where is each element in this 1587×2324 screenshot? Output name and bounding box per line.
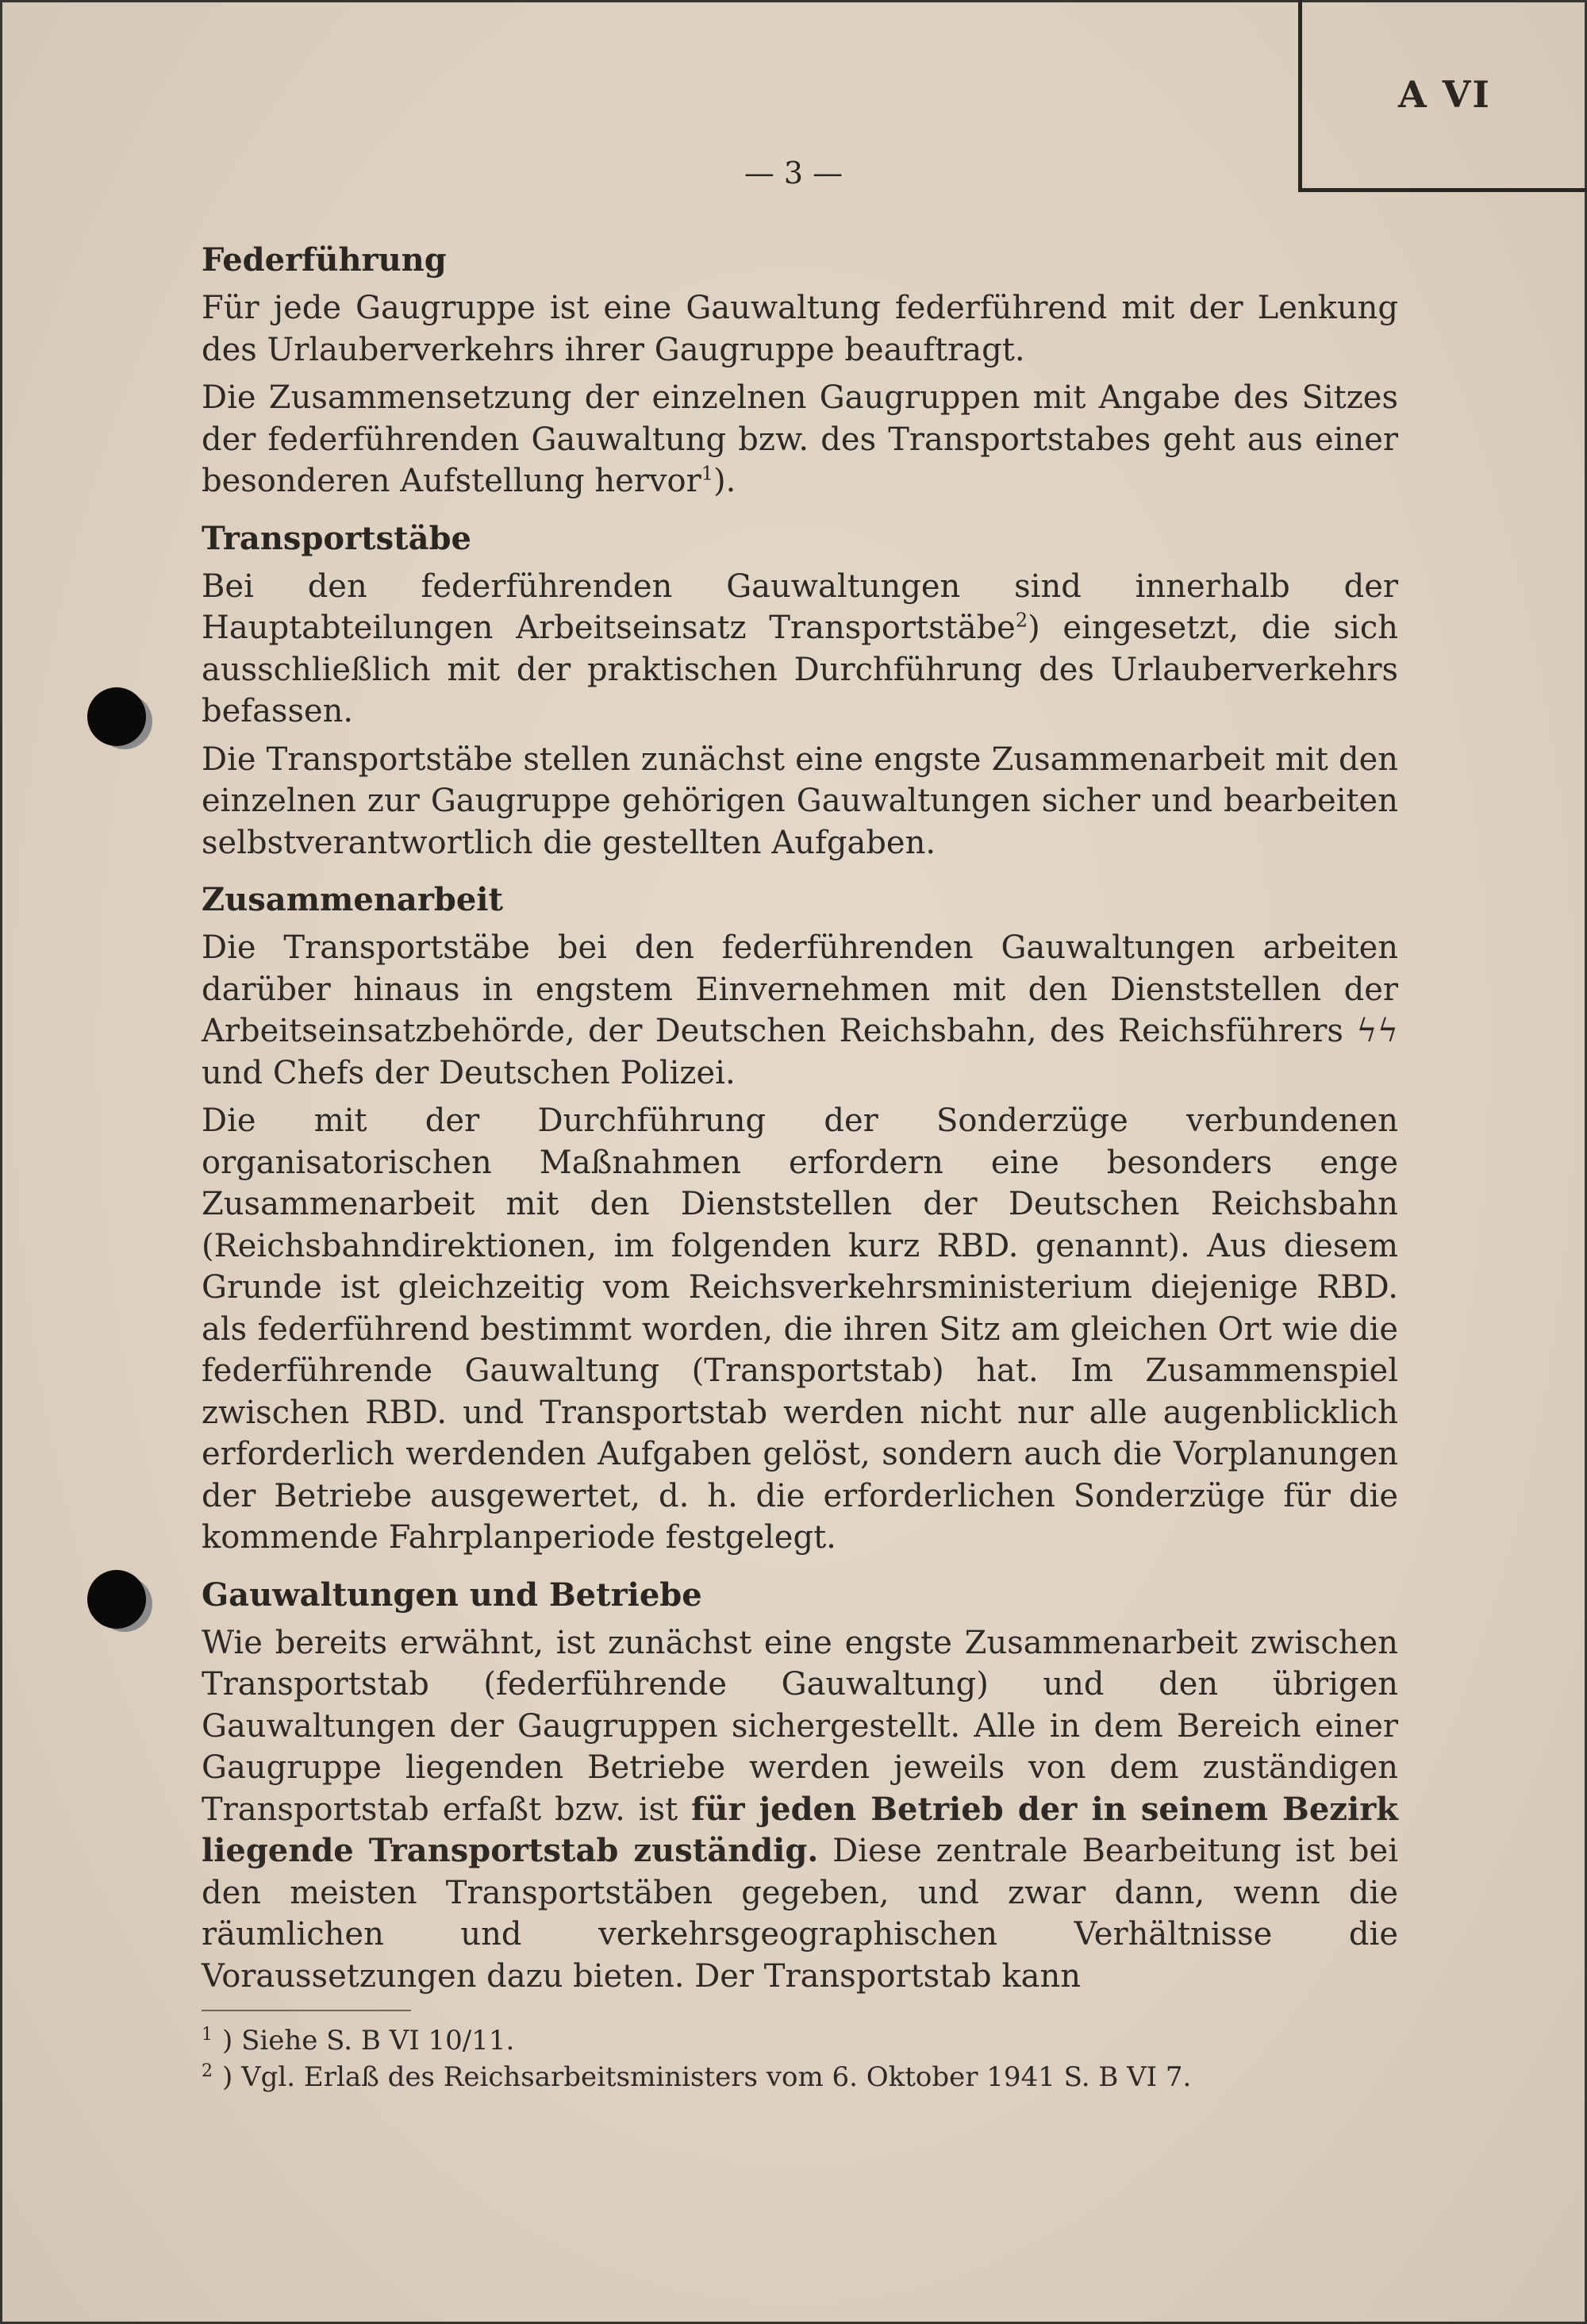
footnote-ref: 2 [1015,609,1028,632]
section-zusammenarbeit [202,879,1398,1559]
section-heading: Gauwaltungen und Betriebe [202,1576,702,1614]
punch-hole-top [87,687,146,746]
footnote-mark: 1 [202,2024,213,2045]
paragraph [202,1622,1398,1998]
footnote-ref: 1 [701,462,713,485]
section-heading: Transportstäbe [202,519,471,557]
paragraph: Die mit der Durchführung der Sonderzüge verbundenen organisatorischen Maßnahmen erfordern eine besonders enge Zusammenarbeit mit den Dienststellen der Deutschen Reichsbahn (Reichsbahndirektionen, im folgenden kurz RBD. genannt). Aus diesem Grunde ist gleichzeitig vom Reichsverkehrsministerium diejenige RBD. als federführend bestimmt worden, die ihren Sitz am gleichen Ort wie die federführende Gauwaltung (Transportstab) hat. Im Zusammenspiel zwischen RBD. und Transportstab werden nicht nur alle augenblicklich erforderlich werdenden Aufgaben gelöst, sondern auch die Vorplanungen der Betriebe ausgewertet, d. h. die erforderlichen Sonderzüge für die kommende Fahrplanperiode festgelegt. [202,1102,1398,1556]
punch-hole-bottom [87,1570,146,1629]
section-heading: Zusammenarbeit [202,881,503,918]
paragraph: Die Transportstäbe stellen zunächst eine engste Zusammenarbeit mit den einzelnen zur Gaugruppe gehörigen Gauwaltungen sicher und bearbeiten selbstverantwortlich die gestellten Aufgaben. [202,741,1398,861]
section-tab-label: A VI [1398,73,1491,116]
paragraph [202,377,1398,502]
paragraph [202,566,1398,733]
section-federfuehrung [202,240,1398,502]
section-transportstaebe [202,518,1398,864]
paragraph: Für jede Gaugruppe ist eine Gauwaltung federführend mit der Lenkung des Urlauberverkehrs ihrer Gaugruppe beauftragt. [202,290,1398,368]
body-text [202,240,1398,2095]
footnote-item [202,2022,1398,2059]
footnote-text: ) Siehe S. B VI 10/11. [222,2025,515,2057]
section-gauwaltungen-und-betriebe [202,1575,1398,1998]
paragraph-text: Wie bereits erwähnt, ist zunächst eine engste Zusammenarbeit zwischen Transportstab (federführende Gauwaltung) und den übrigen Gauwaltungen der Gaugruppen sichergestellt. Alle in dem Bereich einer Gaugruppe liegenden Betriebe werden jeweils von dem zuständigen Transportstab erfaßt bzw. ist [202,1624,1398,1828]
footnote-text: ) Vgl. Erlaß des Reichsarbeitsministers vom 6. Oktober 1941 S. B VI 7. [222,2061,1192,2093]
footnote-separator [202,2010,411,2011]
footnote-mark: 2 [202,2060,213,2081]
footnote-item [202,2059,1398,2095]
paragraph-text: Diese zentrale Bearbeitung ist bei den meisten Transportstäben gegeben, und zwar dann, wenn die räumlichen und verkehrsgeographischen Verhältnisse die Voraussetzungen dazu bieten. Der Transportstab kann [202,1833,1398,1995]
paragraph-text: ) eingesetzt, die sich ausschließlich mit der praktischen Durchführung des Urlauberverkehrs befassen. [202,610,1398,729]
section-heading: Federführung [202,241,447,279]
paragraph-text: ). [713,463,736,499]
paragraph-bold-text: für jeden Betrieb der in seinem Bezirk liegende Transportstab zuständig. [202,1790,1398,1869]
page-number: — 3 — [744,156,843,190]
paragraph-text: Bei den federführenden Gauwaltungen sind innerhalb der Hauptabteilungen Arbeitseinsatz Transportstäbe [202,568,1398,646]
paragraph: Die Transportstäbe bei den federführenden Gauwaltungen arbeiten darüber hinaus in engstem Einvernehmen mit den Dienststellen der Arbeitseinsatzbehörde, der Deutschen Reichsbahn, des Reichsführers ϟϟ und Chefs der Deutschen Polizei. [202,929,1398,1091]
paragraph-text: Die Zusammensetzung der einzelnen Gaugruppen mit Angabe des Sitzes der federführenden Gauwaltung bzw. des Transportstabes geht aus einer besonderen Aufstellung hervor [202,379,1398,499]
footnotes [202,2022,1398,2095]
